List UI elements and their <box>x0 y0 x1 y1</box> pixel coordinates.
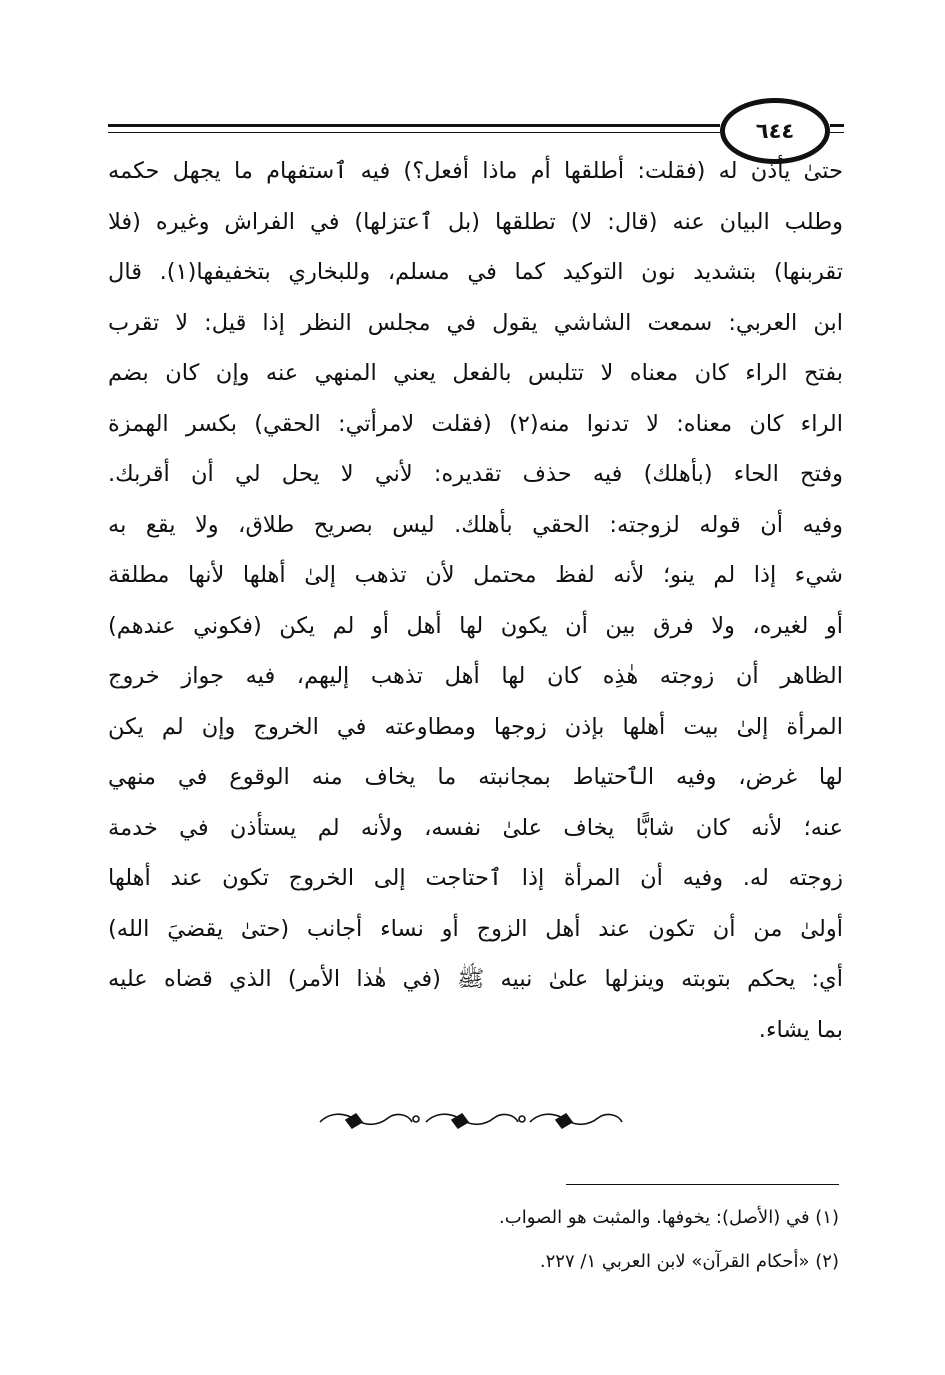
text-line-last: بما يشاء. <box>758 1016 843 1043</box>
header-rule-stub-thick <box>830 124 844 127</box>
text-line: الظاهر أن زوجته هٰذِه كان لها أهل تذهب إليهم، فيه جواز خروج <box>108 663 843 689</box>
text-line: زوجته له. وفيه أن المرأة إذا ٱحتاجت إلى الخروج تكون عند أهلها <box>108 865 843 891</box>
footnote-item: (١) في (الأصل): يخوفها. والمثبت هو الصواب. <box>499 1207 839 1228</box>
text-line: أو لغيره، ولا فرق بين أن يكون لها أهل أو لم يكن (فكوني عندهم) <box>108 612 843 639</box>
text-line: وفيه أن قوله لزوجته: الحقي بأهلك. ليس بصريح طلاق، ولا يقع به <box>108 511 843 538</box>
header-rule-stub-thin <box>830 132 844 133</box>
footnote-item: (٢) «أحكام القرآن» لابن العربي ١/ ٢٢٧. <box>539 1251 839 1272</box>
text-line: عنه؛ لأنه كان شابًّا يخاف علىٰ نفسه، ولأنه لم يستأذن في خدمة <box>108 814 843 841</box>
ornament-flourish-right <box>530 1114 622 1128</box>
header-rule-thin <box>108 132 720 133</box>
text-line: ابن العربي: سمعت الشاشي يقول في مجلس النظر إذا قيل: لا تقرب <box>108 309 843 336</box>
text-line: شيء إذا لم ينو؛ لأنه لفظ محتمل لأن تذهب إلىٰ أهلها لأنها مطلقة <box>108 562 843 588</box>
text-line: بفتح الراء كان معناه لا تتلبس بالفعل يعني المنهي عنه وإن كان بضم <box>108 360 843 386</box>
page-number: ٦٤٤ <box>755 119 795 143</box>
text-line: وطلب البيان عنه (قال: لا) تطلقها (بل ٱعتزلها) في الفراش وغيره (فلا <box>108 208 843 235</box>
text-line: الراء كان معناه: لا تدنوا منه(٢) (فقلت لامرأتي: الحقي) بكسر الهمزة <box>108 410 843 437</box>
text-line: أي: يحكم بتوبته وينزلها علىٰ نبيه ﷺ (في هٰذا الأمر) الذي قضاه عليه <box>108 966 843 992</box>
text-line: لها غرض، وفيه الٱحتياط بمجانبته ما يخاف منه الوقوع في منهي <box>108 764 843 790</box>
text-line: المرأة إلىٰ بيت أهلها بإذن زوجها ومطاوعته في الخروج وإن لم يكن <box>108 713 843 740</box>
section-divider-ornament <box>316 1104 626 1138</box>
text-line: وفتح الحاء (بأهلك) فيه حذف تقديره: لأني لا يحل لي أن أقربك. <box>108 461 843 487</box>
text-line: أولىٰ من أن تكون عند أهل الزوج أو نساء أجانب (حتىٰ يقضيَ الله) <box>108 915 843 942</box>
footnote-separator <box>566 1184 839 1185</box>
text-line: حتىٰ يأذن له (فقلت: أطلقها أم ماذا أفعل؟) فيه ٱستفهام ما يجهل حكمه <box>108 158 843 184</box>
body-text <box>108 146 843 1055</box>
header-rule-thick <box>108 124 720 127</box>
ornament-flourish-left <box>320 1114 419 1128</box>
text-line: تقربنها) بتشديد نون التوكيد كما في مسلم، وللبخاري بتخفيفها(١). قال <box>108 259 843 285</box>
footnotes <box>108 1196 839 1284</box>
ornament-flourish-center <box>426 1114 525 1128</box>
